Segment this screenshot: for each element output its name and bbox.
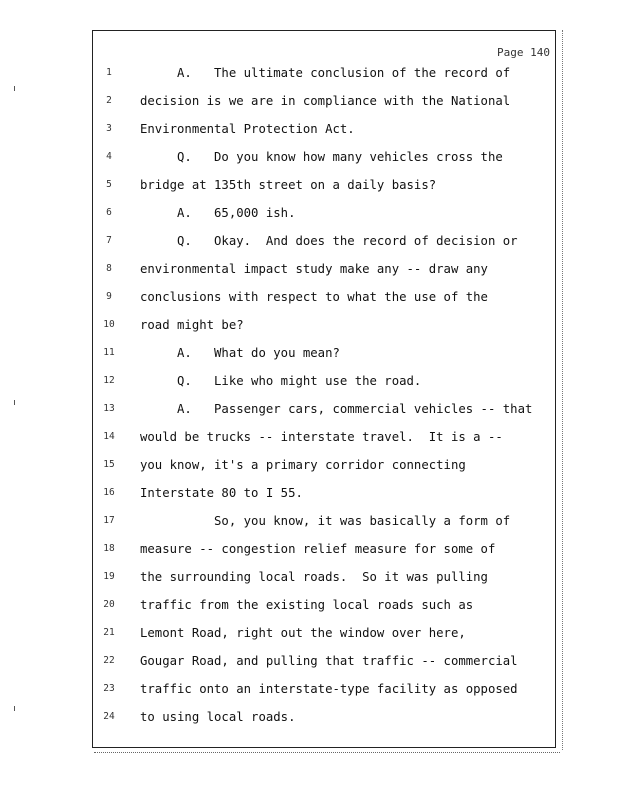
line-number: 16 — [103, 487, 115, 498]
line-text: bridge at 135th street on a daily basis? — [140, 178, 437, 192]
transcript-line — [98, 63, 554, 83]
transcript-line — [98, 343, 554, 363]
transcript-line — [98, 651, 554, 671]
transcript-line — [98, 203, 554, 223]
transcript-line — [98, 679, 554, 699]
line-text: environmental impact study make any -- draw any — [140, 262, 488, 276]
line-text: A. Passenger cars, commercial vehicles -- that — [140, 402, 533, 416]
line-number: 1 — [106, 67, 112, 78]
transcript-line — [98, 455, 554, 475]
line-text: A. The ultimate conclusion of the record of — [140, 66, 511, 80]
line-text: measure -- congestion relief measure for some of — [140, 542, 496, 556]
line-text: would be trucks -- interstate travel. It is a -- — [140, 430, 503, 444]
line-text: the surrounding local roads. So it was pulling — [140, 570, 488, 584]
line-text: Environmental Protection Act. — [140, 122, 355, 136]
transcript-line — [98, 119, 554, 139]
line-number: 18 — [103, 543, 115, 554]
line-text: So, you know, it was basically a form of — [140, 514, 511, 528]
line-number: 8 — [106, 263, 112, 274]
line-text: A. 65,000 ish. — [140, 206, 296, 220]
transcript-line — [98, 539, 554, 559]
line-number: 22 — [103, 655, 115, 666]
line-number: 2 — [106, 95, 112, 106]
transcript-line — [98, 91, 554, 111]
margin-tick — [14, 706, 19, 711]
line-text: traffic from the existing local roads such as — [140, 598, 474, 612]
page-number: Page 140 — [497, 46, 550, 59]
line-text: you know, it's a primary corridor connecting — [140, 458, 466, 472]
transcript-line — [98, 315, 554, 335]
transcript-line — [98, 623, 554, 643]
transcript-line — [98, 427, 554, 447]
line-number: 20 — [103, 599, 115, 610]
line-number: 24 — [103, 711, 115, 722]
bottom-rule — [94, 752, 560, 753]
transcript-line — [98, 595, 554, 615]
line-number: 4 — [106, 151, 112, 162]
line-number: 11 — [103, 347, 115, 358]
transcript-line — [98, 371, 554, 391]
line-number: 7 — [106, 235, 112, 246]
transcript-line — [98, 567, 554, 587]
line-number: 5 — [106, 179, 112, 190]
line-text: traffic onto an interstate-type facility as opposed — [140, 682, 518, 696]
margin-tick — [14, 400, 19, 405]
transcript-line — [98, 175, 554, 195]
line-text: Lemont Road, right out the window over here, — [140, 626, 466, 640]
line-number: 10 — [103, 319, 115, 330]
line-text: road might be? — [140, 318, 244, 332]
line-text: Q. Okay. And does the record of decision or — [140, 234, 518, 248]
line-text: A. What do you mean? — [140, 346, 340, 360]
line-text: conclusions with respect to what the use of the — [140, 290, 488, 304]
line-text: to using local roads. — [140, 710, 296, 724]
line-number: 21 — [103, 627, 115, 638]
line-text: Gougar Road, and pulling that traffic -- commercial — [140, 654, 518, 668]
line-number: 3 — [106, 123, 112, 134]
transcript-line — [98, 147, 554, 167]
transcript-line — [98, 511, 554, 531]
transcript-line — [98, 483, 554, 503]
transcript-line — [98, 259, 554, 279]
line-number: 19 — [103, 571, 115, 582]
transcript-line — [98, 707, 554, 727]
margin-tick — [14, 86, 19, 91]
line-number: 17 — [103, 515, 115, 526]
line-number: 6 — [106, 207, 112, 218]
right-margin-rule — [562, 30, 563, 750]
line-number: 14 — [103, 431, 115, 442]
transcript-line — [98, 287, 554, 307]
transcript-line — [98, 231, 554, 251]
line-text: Interstate 80 to I 55. — [140, 486, 303, 500]
line-number: 23 — [103, 683, 115, 694]
line-number: 9 — [106, 291, 112, 302]
transcript-line — [98, 399, 554, 419]
line-number: 12 — [103, 375, 115, 386]
line-text: decision is we are in compliance with the National — [140, 94, 511, 108]
line-text: Q. Like who might use the road. — [140, 374, 422, 388]
line-number: 13 — [103, 403, 115, 414]
line-number: 15 — [103, 459, 115, 470]
line-text: Q. Do you know how many vehicles cross the — [140, 150, 503, 164]
